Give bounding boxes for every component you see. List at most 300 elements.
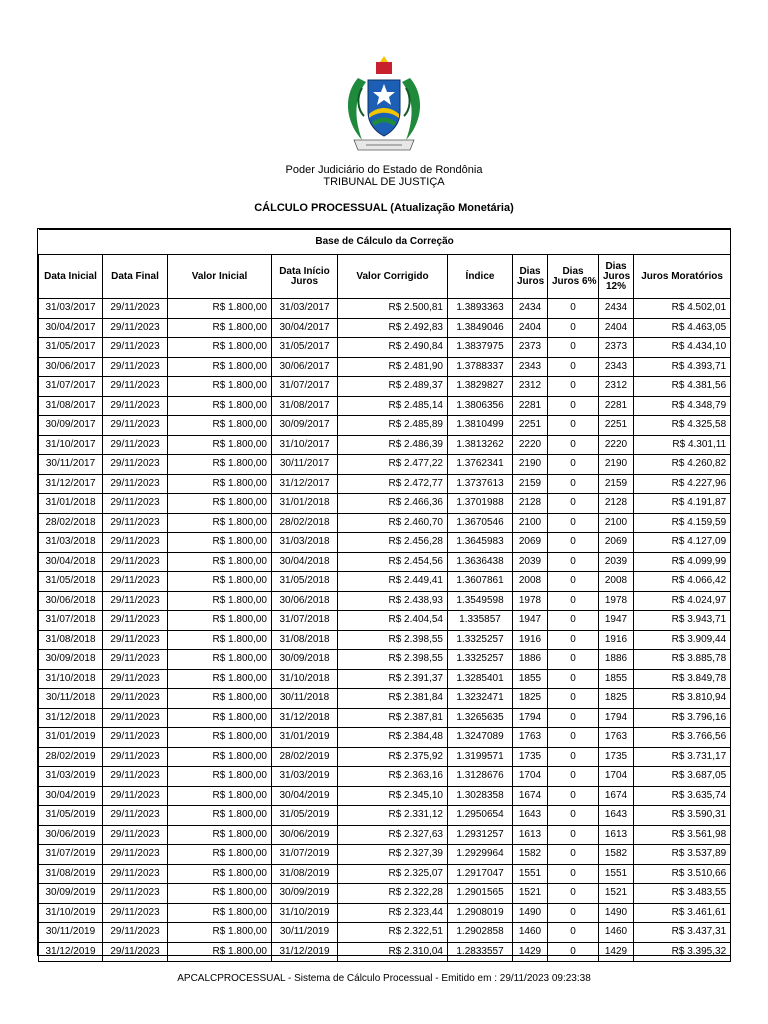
- cell-indice: 1.2833557: [448, 942, 513, 962]
- cell-data-final: 29/11/2023: [103, 728, 168, 748]
- cell-dias-juros-12: 1886: [599, 650, 634, 670]
- cell-data-final: 29/11/2023: [103, 611, 168, 631]
- cell-data-inicio-juros: 30/09/2017: [272, 416, 338, 436]
- cell-data-final: 29/11/2023: [103, 669, 168, 689]
- cell-valor-corrigido: R$ 2.398,55: [338, 650, 448, 670]
- table-row: [39, 630, 731, 650]
- cell-data-final: 29/11/2023: [103, 318, 168, 338]
- cell-data-inicial: 31/01/2018: [39, 494, 103, 514]
- table-row: [39, 396, 731, 416]
- cell-indice: 1.3893363: [448, 299, 513, 319]
- cell-valor-inicial: R$ 1.800,00: [168, 923, 272, 943]
- cell-juros-moratorios: R$ 3.796,16: [634, 708, 731, 728]
- cell-juros-moratorios: R$ 3.810,94: [634, 689, 731, 709]
- cell-juros-moratorios: R$ 4.381,56: [634, 377, 731, 397]
- cell-data-inicial: 30/04/2018: [39, 552, 103, 572]
- cell-data-inicio-juros: 30/09/2018: [272, 650, 338, 670]
- cell-dias-juros-6: 0: [548, 435, 599, 455]
- cell-valor-inicial: R$ 1.800,00: [168, 338, 272, 358]
- cell-indice: 1.3788337: [448, 357, 513, 377]
- cell-juros-moratorios: R$ 3.766,56: [634, 728, 731, 748]
- cell-dias-juros: 1855: [513, 669, 548, 689]
- table-row: [39, 669, 731, 689]
- cell-dias-juros-6: 0: [548, 455, 599, 475]
- cell-valor-corrigido: R$ 2.381,84: [338, 689, 448, 709]
- col-header-data-inicio-juros: [272, 255, 338, 299]
- cell-dias-juros-12: 1947: [599, 611, 634, 631]
- cell-dias-juros-12: 1763: [599, 728, 634, 748]
- cell-data-final: 29/11/2023: [103, 903, 168, 923]
- table-row: [39, 552, 731, 572]
- cell-valor-inicial: R$ 1.800,00: [168, 630, 272, 650]
- cell-dias-juros-12: 1704: [599, 767, 634, 787]
- cell-data-inicio-juros: 30/06/2018: [272, 591, 338, 611]
- cell-dias-juros-6: 0: [548, 572, 599, 592]
- cell-dias-juros: 2312: [513, 377, 548, 397]
- cell-juros-moratorios: R$ 4.127,09: [634, 533, 731, 553]
- cell-dias-juros: 2008: [513, 572, 548, 592]
- cell-indice: 1.3670546: [448, 513, 513, 533]
- cell-dias-juros-6: 0: [548, 689, 599, 709]
- cell-juros-moratorios: R$ 3.510,66: [634, 864, 731, 884]
- cell-data-inicio-juros: 31/10/2017: [272, 435, 338, 455]
- cell-valor-inicial: R$ 1.800,00: [168, 591, 272, 611]
- calculation-table: [38, 229, 731, 962]
- cell-valor-corrigido: R$ 2.327,39: [338, 845, 448, 865]
- cell-dias-juros: 2251: [513, 416, 548, 436]
- cell-data-inicial: 31/03/2018: [39, 533, 103, 553]
- cell-valor-corrigido: R$ 2.391,37: [338, 669, 448, 689]
- cell-data-inicial: 31/01/2019: [39, 728, 103, 748]
- cell-dias-juros-6: 0: [548, 786, 599, 806]
- cell-data-final: 29/11/2023: [103, 942, 168, 962]
- cell-juros-moratorios: R$ 3.909,44: [634, 630, 731, 650]
- cell-indice: 1.3325257: [448, 630, 513, 650]
- cell-valor-corrigido: R$ 2.322,28: [338, 884, 448, 904]
- cell-valor-corrigido: R$ 2.477,22: [338, 455, 448, 475]
- cell-data-inicio-juros: 31/03/2019: [272, 767, 338, 787]
- col-header-indice: Índice: [448, 255, 513, 299]
- col-header-data-inicio-juros-l1: Data Início: [279, 265, 330, 277]
- cell-valor-corrigido: R$ 2.489,37: [338, 377, 448, 397]
- cell-valor-inicial: R$ 1.800,00: [168, 455, 272, 475]
- col-header-dias-juros-12-l1: Dias: [605, 260, 627, 272]
- cell-data-inicial: 30/11/2018: [39, 689, 103, 709]
- table-row: [39, 455, 731, 475]
- cell-indice: 1.3849046: [448, 318, 513, 338]
- cell-data-inicio-juros: 31/05/2018: [272, 572, 338, 592]
- cell-valor-inicial: R$ 1.800,00: [168, 533, 272, 553]
- cell-data-inicio-juros: 30/04/2018: [272, 552, 338, 572]
- cell-dias-juros: 2069: [513, 533, 548, 553]
- cell-valor-inicial: R$ 1.800,00: [168, 767, 272, 787]
- cell-valor-corrigido: R$ 2.449,41: [338, 572, 448, 592]
- crest-top: [376, 56, 392, 74]
- cell-dias-juros-6: 0: [548, 903, 599, 923]
- cell-data-final: 29/11/2023: [103, 552, 168, 572]
- col-header-juros-moratorios: Juros Moratórios: [634, 255, 731, 299]
- cell-data-inicial: 30/09/2019: [39, 884, 103, 904]
- cell-data-inicial: 28/02/2019: [39, 747, 103, 767]
- cell-dias-juros-6: 0: [548, 318, 599, 338]
- cell-indice: 1.3701988: [448, 494, 513, 514]
- cell-juros-moratorios: R$ 4.260,82: [634, 455, 731, 475]
- cell-valor-inicial: R$ 1.800,00: [168, 728, 272, 748]
- cell-data-final: 29/11/2023: [103, 884, 168, 904]
- cell-indice: 1.3325257: [448, 650, 513, 670]
- cell-juros-moratorios: R$ 4.434,10: [634, 338, 731, 358]
- cell-juros-moratorios: R$ 4.502,01: [634, 299, 731, 319]
- cell-indice: 1.3737613: [448, 474, 513, 494]
- table-row: [39, 786, 731, 806]
- cell-dias-juros: 1490: [513, 903, 548, 923]
- cell-valor-corrigido: R$ 2.323,44: [338, 903, 448, 923]
- crest-ribbon: [354, 140, 414, 150]
- cell-valor-inicial: R$ 1.800,00: [168, 552, 272, 572]
- cell-dias-juros: 1886: [513, 650, 548, 670]
- cell-valor-corrigido: R$ 2.500,81: [338, 299, 448, 319]
- cell-dias-juros-6: 0: [548, 767, 599, 787]
- cell-indice: 1.3762341: [448, 455, 513, 475]
- table-row: [39, 689, 731, 709]
- cell-data-inicio-juros: 30/04/2019: [272, 786, 338, 806]
- cell-dias-juros-6: 0: [548, 416, 599, 436]
- cell-dias-juros: 1613: [513, 825, 548, 845]
- cell-valor-inicial: R$ 1.800,00: [168, 689, 272, 709]
- cell-data-final: 29/11/2023: [103, 591, 168, 611]
- cell-data-inicio-juros: 31/07/2017: [272, 377, 338, 397]
- cell-dias-juros-12: 2008: [599, 572, 634, 592]
- cell-data-inicial: 31/12/2017: [39, 474, 103, 494]
- cell-dias-juros-6: 0: [548, 845, 599, 865]
- cell-dias-juros-6: 0: [548, 357, 599, 377]
- table-row: [39, 903, 731, 923]
- cell-data-inicio-juros: 31/10/2019: [272, 903, 338, 923]
- cell-data-inicial: 31/03/2019: [39, 767, 103, 787]
- col-header-data-inicial: Data Inicial: [39, 255, 103, 299]
- cell-dias-juros: 2220: [513, 435, 548, 455]
- cell-dias-juros-12: 1643: [599, 806, 634, 826]
- cell-data-inicio-juros: 31/05/2019: [272, 806, 338, 826]
- cell-juros-moratorios: R$ 3.590,31: [634, 806, 731, 826]
- cell-valor-inicial: R$ 1.800,00: [168, 708, 272, 728]
- table-row: [39, 884, 731, 904]
- cell-data-inicial: 31/05/2019: [39, 806, 103, 826]
- table-row: [39, 767, 731, 787]
- cell-juros-moratorios: R$ 4.066,42: [634, 572, 731, 592]
- cell-dias-juros: 2343: [513, 357, 548, 377]
- table-row: [39, 435, 731, 455]
- cell-valor-corrigido: R$ 2.486,39: [338, 435, 448, 455]
- cell-dias-juros: 1947: [513, 611, 548, 631]
- cell-juros-moratorios: R$ 3.731,17: [634, 747, 731, 767]
- cell-dias-juros-12: 2220: [599, 435, 634, 455]
- cell-data-final: 29/11/2023: [103, 533, 168, 553]
- cell-valor-corrigido: R$ 2.363,16: [338, 767, 448, 787]
- cell-dias-juros: 1521: [513, 884, 548, 904]
- cell-indice: 1.3265635: [448, 708, 513, 728]
- cell-data-final: 29/11/2023: [103, 494, 168, 514]
- cell-data-final: 29/11/2023: [103, 299, 168, 319]
- cell-dias-juros: 1916: [513, 630, 548, 650]
- cell-juros-moratorios: R$ 3.885,78: [634, 650, 731, 670]
- cell-dias-juros-12: 1582: [599, 845, 634, 865]
- cell-data-inicio-juros: 31/05/2017: [272, 338, 338, 358]
- cell-dias-juros: 1825: [513, 689, 548, 709]
- cell-dias-juros: 1704: [513, 767, 548, 787]
- cell-valor-corrigido: R$ 2.485,14: [338, 396, 448, 416]
- cell-data-final: 29/11/2023: [103, 708, 168, 728]
- cell-data-inicio-juros: 31/03/2018: [272, 533, 338, 553]
- cell-data-inicial: 30/06/2019: [39, 825, 103, 845]
- cell-valor-inicial: R$ 1.800,00: [168, 435, 272, 455]
- cell-data-final: 29/11/2023: [103, 786, 168, 806]
- cell-valor-corrigido: R$ 2.398,55: [338, 630, 448, 650]
- cell-dias-juros-6: 0: [548, 669, 599, 689]
- cell-dias-juros-6: 0: [548, 513, 599, 533]
- cell-data-inicial: 31/07/2019: [39, 845, 103, 865]
- cell-dias-juros: 1763: [513, 728, 548, 748]
- col-header-dias-juros-6-l2: Juros 6%: [552, 275, 597, 287]
- cell-valor-corrigido: R$ 2.322,51: [338, 923, 448, 943]
- table-row: [39, 474, 731, 494]
- cell-juros-moratorios: R$ 4.099,99: [634, 552, 731, 572]
- cell-indice: 1.3645983: [448, 533, 513, 553]
- cell-indice: 1.3636438: [448, 552, 513, 572]
- cell-dias-juros-6: 0: [548, 396, 599, 416]
- cell-valor-corrigido: R$ 2.460,70: [338, 513, 448, 533]
- cell-data-inicial: 31/10/2019: [39, 903, 103, 923]
- cell-data-inicio-juros: 28/02/2018: [272, 513, 338, 533]
- cell-data-inicial: 31/08/2018: [39, 630, 103, 650]
- cell-indice: 1.3028358: [448, 786, 513, 806]
- cell-data-inicial: 31/10/2017: [39, 435, 103, 455]
- cell-data-final: 29/11/2023: [103, 845, 168, 865]
- cell-juros-moratorios: R$ 4.159,59: [634, 513, 731, 533]
- cell-dias-juros: 1735: [513, 747, 548, 767]
- cell-juros-moratorios: R$ 3.461,61: [634, 903, 731, 923]
- cell-dias-juros-6: 0: [548, 806, 599, 826]
- cell-data-inicial: 30/06/2018: [39, 591, 103, 611]
- cell-dias-juros-6: 0: [548, 533, 599, 553]
- cell-data-inicio-juros: 30/06/2017: [272, 357, 338, 377]
- cell-data-inicio-juros: 31/07/2019: [272, 845, 338, 865]
- cell-valor-corrigido: R$ 2.438,93: [338, 591, 448, 611]
- cell-dias-juros: 1674: [513, 786, 548, 806]
- document-title: CÁLCULO PROCESSUAL (Atualização Monetária): [254, 202, 514, 214]
- cell-valor-inicial: R$ 1.800,00: [168, 572, 272, 592]
- table-row: [39, 416, 731, 436]
- table-row: [39, 591, 731, 611]
- cell-dias-juros-6: 0: [548, 923, 599, 943]
- table-row: [39, 942, 731, 962]
- cell-data-inicio-juros: 30/11/2018: [272, 689, 338, 709]
- cell-dias-juros-6: 0: [548, 884, 599, 904]
- col-header-dias-juros-l1: Dias: [519, 265, 541, 277]
- cell-indice: 1.3232471: [448, 689, 513, 709]
- cell-indice: 1.3285401: [448, 669, 513, 689]
- cell-valor-inicial: R$ 1.800,00: [168, 903, 272, 923]
- cell-juros-moratorios: R$ 4.024,97: [634, 591, 731, 611]
- cell-indice: 1.3128676: [448, 767, 513, 787]
- table-row: [39, 513, 731, 533]
- cell-valor-inicial: R$ 1.800,00: [168, 747, 272, 767]
- cell-data-inicial: 31/05/2017: [39, 338, 103, 358]
- cell-juros-moratorios: R$ 4.227,96: [634, 474, 731, 494]
- cell-dias-juros-6: 0: [548, 611, 599, 631]
- cell-dias-juros-12: 2069: [599, 533, 634, 553]
- cell-data-inicio-juros: 28/02/2019: [272, 747, 338, 767]
- cell-dias-juros-12: 1794: [599, 708, 634, 728]
- cell-data-inicial: 30/11/2019: [39, 923, 103, 943]
- court-name: Poder Judiciário do Estado de Rondônia: [285, 164, 483, 176]
- cell-juros-moratorios: R$ 3.561,98: [634, 825, 731, 845]
- table-row: [39, 494, 731, 514]
- cell-data-final: 29/11/2023: [103, 689, 168, 709]
- col-header-dias-juros: [513, 255, 548, 299]
- cell-data-inicio-juros: 31/10/2018: [272, 669, 338, 689]
- cell-dias-juros: 1460: [513, 923, 548, 943]
- cell-valor-inicial: R$ 1.800,00: [168, 299, 272, 319]
- table-row: [39, 533, 731, 553]
- cell-dias-juros: 2373: [513, 338, 548, 358]
- cell-data-final: 29/11/2023: [103, 513, 168, 533]
- cell-indice: 1.335857: [448, 611, 513, 631]
- cell-dias-juros-6: 0: [548, 377, 599, 397]
- col-header-dias-juros-6-l1: Dias: [562, 265, 584, 277]
- cell-juros-moratorios: R$ 3.849,78: [634, 669, 731, 689]
- cell-data-inicio-juros: 30/04/2017: [272, 318, 338, 338]
- cell-dias-juros-12: 1855: [599, 669, 634, 689]
- cell-data-inicial: 30/09/2018: [39, 650, 103, 670]
- cell-valor-corrigido: R$ 2.375,92: [338, 747, 448, 767]
- cell-data-inicial: 31/08/2017: [39, 396, 103, 416]
- col-header-dias-juros-l2: Juros: [517, 275, 545, 287]
- cell-indice: 1.3199571: [448, 747, 513, 767]
- cell-data-final: 29/11/2023: [103, 377, 168, 397]
- cell-indice: 1.3549598: [448, 591, 513, 611]
- cell-indice: 1.3829827: [448, 377, 513, 397]
- cell-indice: 1.3837975: [448, 338, 513, 358]
- cell-juros-moratorios: R$ 4.191,87: [634, 494, 731, 514]
- cell-indice: 1.2929964: [448, 845, 513, 865]
- cell-data-final: 29/11/2023: [103, 864, 168, 884]
- tribunal-name: TRIBUNAL DE JUSTIÇA: [323, 176, 445, 188]
- cell-dias-juros-6: 0: [548, 338, 599, 358]
- cell-juros-moratorios: R$ 4.301,11: [634, 435, 731, 455]
- cell-dias-juros-12: 1551: [599, 864, 634, 884]
- table-row: [39, 864, 731, 884]
- table-row: [39, 708, 731, 728]
- cell-dias-juros-6: 0: [548, 474, 599, 494]
- cell-dias-juros-12: 2190: [599, 455, 634, 475]
- cell-dias-juros-12: 1429: [599, 942, 634, 962]
- cell-juros-moratorios: R$ 3.687,05: [634, 767, 731, 787]
- cell-dias-juros-12: 1978: [599, 591, 634, 611]
- col-header-dias-juros-12-l3: 12%: [605, 280, 626, 292]
- cell-valor-inicial: R$ 1.800,00: [168, 884, 272, 904]
- cell-data-inicio-juros: 31/01/2018: [272, 494, 338, 514]
- table-row: [39, 747, 731, 767]
- cell-valor-corrigido: R$ 2.454,56: [338, 552, 448, 572]
- table-row: [39, 611, 731, 631]
- cell-dias-juros: 1551: [513, 864, 548, 884]
- cell-valor-corrigido: R$ 2.472,77: [338, 474, 448, 494]
- cell-data-inicial: 30/11/2017: [39, 455, 103, 475]
- cell-valor-corrigido: R$ 2.404,54: [338, 611, 448, 631]
- cell-data-final: 29/11/2023: [103, 338, 168, 358]
- cell-data-inicio-juros: 31/12/2018: [272, 708, 338, 728]
- table-row: [39, 728, 731, 748]
- cell-data-inicio-juros: 31/12/2017: [272, 474, 338, 494]
- cell-indice: 1.3247089: [448, 728, 513, 748]
- cell-dias-juros-6: 0: [548, 552, 599, 572]
- cell-dias-juros: 2434: [513, 299, 548, 319]
- col-header-data-final: Data Final: [103, 255, 168, 299]
- cell-data-inicial: 31/05/2018: [39, 572, 103, 592]
- cell-dias-juros-12: 2100: [599, 513, 634, 533]
- cell-data-inicial: 28/02/2018: [39, 513, 103, 533]
- cell-indice: 1.2950654: [448, 806, 513, 826]
- cell-data-inicio-juros: 30/06/2019: [272, 825, 338, 845]
- cell-valor-inicial: R$ 1.800,00: [168, 318, 272, 338]
- cell-valor-inicial: R$ 1.800,00: [168, 825, 272, 845]
- cell-data-final: 29/11/2023: [103, 572, 168, 592]
- cell-dias-juros: 1429: [513, 942, 548, 962]
- cell-dias-juros-6: 0: [548, 650, 599, 670]
- cell-dias-juros-12: 1613: [599, 825, 634, 845]
- cell-valor-corrigido: R$ 2.384,48: [338, 728, 448, 748]
- cell-juros-moratorios: R$ 3.943,71: [634, 611, 731, 631]
- cell-juros-moratorios: R$ 4.463,05: [634, 318, 731, 338]
- cell-data-inicio-juros: 31/08/2018: [272, 630, 338, 650]
- col-header-data-inicio-juros-l2: Juros: [290, 275, 319, 287]
- cell-valor-corrigido: R$ 2.456,28: [338, 533, 448, 553]
- col-header-dias-juros-12-l2: Juros: [603, 270, 631, 282]
- cell-valor-inicial: R$ 1.800,00: [168, 650, 272, 670]
- cell-dias-juros-12: 2281: [599, 396, 634, 416]
- cell-data-inicio-juros: 31/03/2017: [272, 299, 338, 319]
- cell-juros-moratorios: R$ 4.393,71: [634, 357, 731, 377]
- cell-dias-juros: 2039: [513, 552, 548, 572]
- table-row: [39, 299, 731, 319]
- crest-shield: [368, 80, 400, 136]
- col-header-valor-corrigido: Valor Corrigido: [338, 255, 448, 299]
- cell-dias-juros-12: 1490: [599, 903, 634, 923]
- cell-dias-juros: 1643: [513, 806, 548, 826]
- table-row: [39, 806, 731, 826]
- cell-dias-juros: 2404: [513, 318, 548, 338]
- cell-valor-inicial: R$ 1.800,00: [168, 474, 272, 494]
- cell-dias-juros-12: 1674: [599, 786, 634, 806]
- cell-dias-juros-12: 2343: [599, 357, 634, 377]
- cell-data-inicio-juros: 31/08/2019: [272, 864, 338, 884]
- cell-data-inicial: 31/07/2017: [39, 377, 103, 397]
- cell-dias-juros-12: 1460: [599, 923, 634, 943]
- cell-dias-juros-6: 0: [548, 494, 599, 514]
- cell-dias-juros-6: 0: [548, 864, 599, 884]
- cell-dias-juros: 1582: [513, 845, 548, 865]
- cell-valor-inicial: R$ 1.800,00: [168, 845, 272, 865]
- cell-data-inicial: 31/12/2019: [39, 942, 103, 962]
- cell-juros-moratorios: R$ 3.537,89: [634, 845, 731, 865]
- cell-valor-inicial: R$ 1.800,00: [168, 786, 272, 806]
- table-row: [39, 318, 731, 338]
- cell-dias-juros: 2100: [513, 513, 548, 533]
- cell-indice: 1.2917047: [448, 864, 513, 884]
- cell-indice: 1.3810499: [448, 416, 513, 436]
- col-header-dias-juros-6: [548, 255, 599, 299]
